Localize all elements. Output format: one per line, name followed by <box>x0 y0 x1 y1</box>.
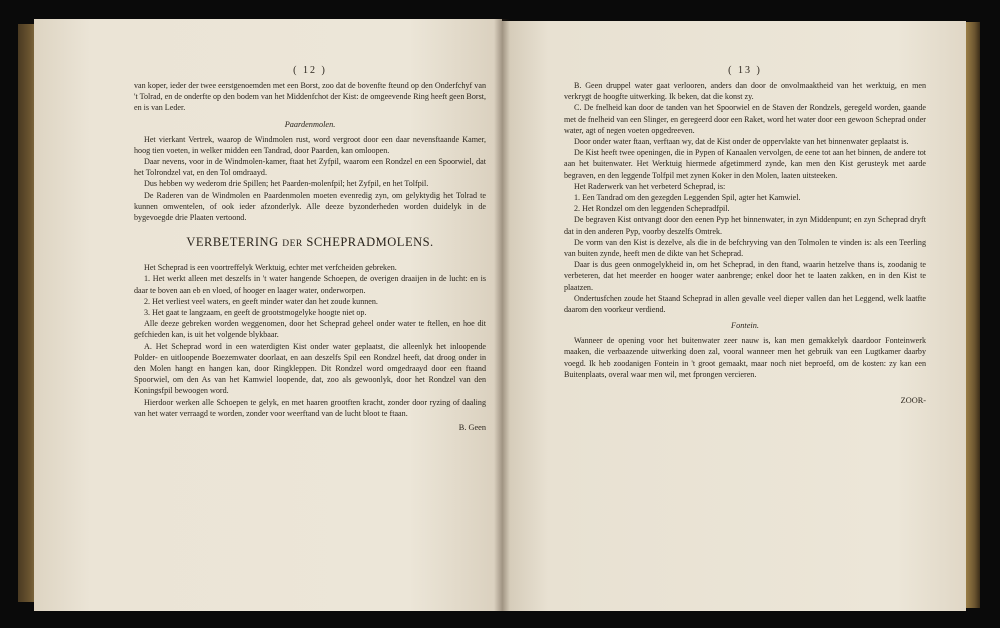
paragraph: 2. Het Rondzel om den leggenden Schepradfpil. <box>574 204 730 214</box>
paragraph: De vorm van den Kist is dezelve, als die in de befchryving van den Tolmolen te vinden is: als een Teerling van buiten zynde, heeft men de dikte van het Scheprad. <box>564 237 926 259</box>
paragraph: De Raderen van de Windmolen en Paardenmolen moeten evenredig zyn, om gelyktydig het Tolrad te kunnen omwentelen, of ook ieder afzonderlyk. Alle deeze byzonderheden worden duidelyk in de bygevoegde drie Plaaten vertoond. <box>134 190 486 223</box>
paragraph: Hierdoor werken alle Schoepen te gelyk, en met haaren grootften kracht, zonder door ryzing of daaling van het water verraagd te worden, zonder voor weerftand van de lucht bloot te ftaan. <box>134 397 486 418</box>
paragraph: Door onder water ftaan, verftaan wy, dat de Kist onder de oppervlakte van het binnenwater geplaatst is. <box>574 137 909 147</box>
paragraph: 3. Het gaat te langzaam, en geeft de grootstmogelyke hoogte niet op. <box>144 308 367 318</box>
paragraph: Het vierkant Vertrek, waarop de Windmolen rust, word vergroot door een daar nevensftaande Kamer, hoog tien voeten, in welker midden een Tandrad, door Paarden, kan omloopen. <box>134 134 486 155</box>
paragraph: Ondertusfchen zoude het Staand Scheprad in allen gevalle veel dieper vallen dan het Leggend, welk laatfte daarom den voorkeur verdiend. <box>564 293 926 315</box>
page-number: ( 12 ) <box>293 65 327 76</box>
paragraph: Wanneer de opening voor het buitenwater zeer nauw is, kan men gemakkelyk daardoor Fonteinwerk maaken, die verbaazende uitwerking doen zal, vooral wanneer men het gebruik van een Lugtkamer daarby voegd. Ik heb zoodanigen Fontein in 't groot gemaakt, maar noch niet beproefd, om de kosten: zy kan een Buitenplaats, overal waar men wil, met fprongen vercieren. <box>564 336 926 379</box>
chapter-heading <box>134 235 486 250</box>
catchword: B. Geen <box>458 423 486 433</box>
paragraph: De Kist heeft twee openingen, die in Pypen of Kanaalen vervolgen, de eene tot aan het binnen, de andere tot aan het buitenwater. Het Werktuig hiermede afgetimmerd zynde, kan men den Kist gerusteyk met aarde begraven, en den leggende Tolfpil met zynen Koker in den Molen, laaten uitsteeken. <box>564 148 926 180</box>
left-page <box>34 19 502 611</box>
right-page <box>502 21 966 611</box>
paragraph: Het Raderwerk van het verbeterd Scheprad, is: <box>574 181 726 191</box>
paragraph: Daar nevens, voor in de Windmolen-kamer, ftaat het Zyfpil, waarom een Rondzel en een Spoorwiel, dat het Tolrondzel vat, en den Tol omdraayd. <box>134 157 486 178</box>
paragraph: van koper, ieder der twee eerstgenoemden met een Borst, zoo dat de bovenfte fteund op den Onderfchyf van 't Tolrad, en de onderfte op den bodem van het Middenfchot der Kist: de omgeevende Ring heeft geen Borst, en is van Leder. <box>134 81 486 113</box>
paragraph: 1. Het werkt alleen met deszelfs in 't water hangende Schoepen, de overigen draaijen in de lucht: en is daar te boven aan eb en vloed, of hooger en laager water, onderworpen. <box>134 274 486 295</box>
section-heading: Paardenmolen. <box>284 119 336 129</box>
paragraph: B. Geen druppel water gaat verlooren, anders dan door de onvolmaaktheid van het werktuig, en men verkrygt de hoogfte uitwerking. Ik beken, dat die konst zy. <box>564 81 926 102</box>
chapter-heading-part: DER <box>282 239 303 250</box>
paragraph: A. Het Scheprad word in een waterdigten Kist onder water geplaatst, die alleenlyk het inloopende Polder- en uitloopende Boezemwater doorlaat, en aan deszelfs Spil een Rondzel heeft, dat droog onder in den Molen hangt en hangen kan, door Ringkleppen. Dit Rondzel word omgedraayd door een ftaand Spoorwiel, om den As van het Kamwiel loopende, dat, zoo als gewoonlyk, door het Rondzel van den Koningsfpil bewoogen word. <box>134 341 486 396</box>
catchword: ZOOR- <box>900 396 926 406</box>
book-gutter <box>494 19 510 611</box>
chapter-heading-part: SCHEPRADMOLENS. <box>302 235 434 250</box>
paragraph: Het Scheprad is een voortreffelyk Werktuig, echter met verfcheiden gebreken. <box>144 263 397 273</box>
paragraph: De begraven Kist ontvangt door den eenen Pyp het binnenwater, in zyn Middenpunt; en zyn Scheprad dryft dat in den anderen Pyp, voorby deszelfs Omtrek. <box>564 215 926 236</box>
paragraph: 2. Het verliest veel waters, en geeft minder water dan het zoude kunnen. <box>144 296 378 306</box>
paragraph: Dus hebben wy wederom drie Spillen; het Paarden-molenfpil; het Zyfpil, en het Tolfpil. <box>144 179 429 189</box>
section-heading: Fontein. <box>731 321 759 331</box>
paragraph: Alle deeze gebreken worden weggenomen, door het Scheprad geheel onder water te ftellen, en hoe dit gefchieden kan, is uit het volgende blykbaar. <box>134 319 486 340</box>
page-number: ( 13 ) <box>728 65 762 76</box>
paragraph: 1. Een Tandrad om den gezegden Leggenden Spil, agter het Kamwiel. <box>574 193 801 203</box>
paragraph: C. De fnelheid kan door de tanden van het Spoorwiel en de Staven der Rondzels, geregeld worden, gaande met de fnelheid van een Slinger, en geregeerd door een Raket, word het water door een gewoon Scheprad onder water, agt of negen voeten opgedreeven. <box>564 103 926 135</box>
paragraph: Daar is dus geen onmogelykheid in, om het Scheprad, in den ftand, waarin hetzelve thans is, zoodanig te verbeteren, dat het meerder en hooger water aanbrenge; enkel door het te laaten zakken, en in den Kist te plaatzen. <box>564 260 926 292</box>
chapter-heading-part: VERBETERING <box>186 235 283 250</box>
